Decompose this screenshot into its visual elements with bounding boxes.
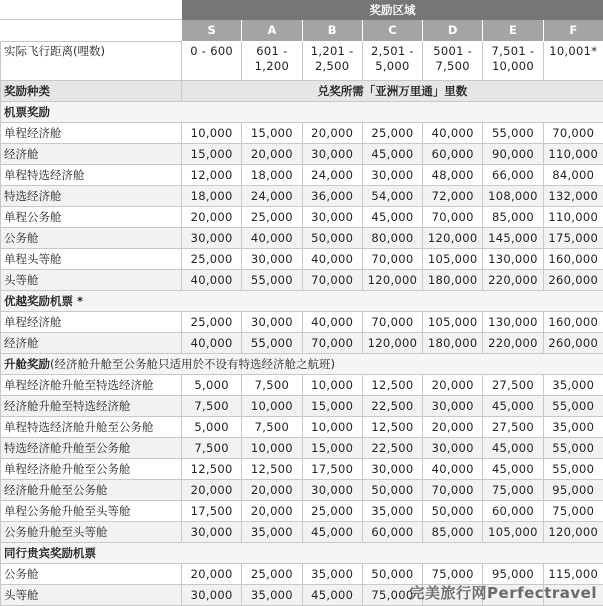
miles-cell: 35,000 xyxy=(543,375,603,396)
miles-cell: 30,000 xyxy=(302,480,362,501)
miles-cell: 75,000 xyxy=(423,564,483,585)
miles-cell: 30,000 xyxy=(182,585,242,606)
miles-cell: 120,000 xyxy=(362,270,422,291)
miles-cell: 180,000 xyxy=(423,270,483,291)
miles-cell: 45,000 xyxy=(483,459,543,480)
miles-cell: 30,000 xyxy=(423,396,483,417)
miles-cell: 12,500 xyxy=(242,459,302,480)
miles-cell: 40,000 xyxy=(302,249,362,270)
miles-cell: 85,000 xyxy=(483,207,543,228)
award-row-label: 单程经济舱 xyxy=(1,312,182,333)
award-row-label: 单程公务舱升舱至头等舱 xyxy=(1,501,182,522)
blank-corner xyxy=(1,1,182,20)
miles-cell: 40,000 xyxy=(242,228,302,249)
section-header-row xyxy=(1,102,603,123)
miles-cell: 35,000 xyxy=(543,417,603,438)
miles-cell: 180,000 xyxy=(423,333,483,354)
miles-cell: 130,000 xyxy=(483,249,543,270)
miles-cell: 105,000 xyxy=(423,249,483,270)
miles-cell: 20,000 xyxy=(182,207,242,228)
miles-cell: 25,000 xyxy=(182,312,242,333)
miles-cell: 48,000 xyxy=(423,165,483,186)
miles-cell: 45,000 xyxy=(302,522,362,543)
miles-cell: 95,000 xyxy=(543,480,603,501)
miles-cell: 55,000 xyxy=(543,459,603,480)
miles-cell: 75,000 xyxy=(483,480,543,501)
miles-cell: 55,000 xyxy=(543,438,603,459)
miles-cell: 60,000 xyxy=(483,501,543,522)
miles-cell: 45,000 xyxy=(362,144,422,165)
miles-cell: 12,000 xyxy=(182,165,242,186)
award-type-label: 奖励种类 xyxy=(1,81,182,102)
miles-cell: 25,000 xyxy=(362,123,422,144)
miles-cell: 12,500 xyxy=(362,417,422,438)
miles-cell: 120,000 xyxy=(362,333,422,354)
miles-cell: 50,000 xyxy=(302,228,362,249)
miles-cell: 55,000 xyxy=(543,396,603,417)
award-row-label: 单程经济舱升舱至特选经济舱 xyxy=(1,375,182,396)
miles-cell: 115,000 xyxy=(543,564,603,585)
distance-row xyxy=(1,42,603,81)
award-row xyxy=(1,144,603,165)
miles-cell: 220,000 xyxy=(483,333,543,354)
miles-cell: 36,000 xyxy=(302,186,362,207)
miles-cell: 18,000 xyxy=(242,165,302,186)
award-row xyxy=(1,333,603,354)
award-row xyxy=(1,207,603,228)
miles-cell: 20,000 xyxy=(423,417,483,438)
miles-cell: 35,000 xyxy=(302,564,362,585)
miles-cell: 84,000 xyxy=(543,165,603,186)
miles-cell: 24,000 xyxy=(302,165,362,186)
miles-cell: 72,000 xyxy=(423,186,483,207)
award-row-label: 特选经济舱 xyxy=(1,186,182,207)
miles-cell: 85,000 xyxy=(423,522,483,543)
award-row-label: 经济舱 xyxy=(1,144,182,165)
zone-letters-row xyxy=(1,20,603,42)
miles-cell: 10,000 xyxy=(242,438,302,459)
miles-cell: 12,500 xyxy=(362,375,422,396)
section-title-text: 优越奖励机票 * xyxy=(4,294,83,308)
miles-cell: 95,000 xyxy=(483,564,543,585)
miles-cell: 30,000 xyxy=(302,207,362,228)
section-title xyxy=(1,543,603,564)
miles-cell: 30,000 xyxy=(182,522,242,543)
miles-cell: 40,000 xyxy=(423,123,483,144)
miles-cell: 40,000 xyxy=(423,459,483,480)
miles-cell: 50,000 xyxy=(362,564,422,585)
distance-range: 0 - 600 xyxy=(182,42,242,81)
miles-cell: 45,000 xyxy=(483,438,543,459)
miles-cell: 120,000 xyxy=(543,522,603,543)
miles-cell: 20,000 xyxy=(423,375,483,396)
miles-cell: 30,000 xyxy=(242,312,302,333)
miles-cell: 55,000 xyxy=(242,270,302,291)
award-row-label: 头等舱 xyxy=(1,585,182,606)
miles-cell: 175,000 xyxy=(543,228,603,249)
miles-cell: 130,000 xyxy=(483,312,543,333)
miles-cell: 55,000 xyxy=(483,123,543,144)
miles-cell: 45,000 xyxy=(302,585,362,606)
miles-cell: 20,000 xyxy=(182,564,242,585)
miles-cell: 260,000 xyxy=(543,333,603,354)
section-header-row xyxy=(1,354,603,375)
miles-cell: 75,000 xyxy=(543,501,603,522)
miles-cell: 15,000 xyxy=(302,438,362,459)
award-row-label: 单程特选经济舱 xyxy=(1,165,182,186)
miles-cell: 40,000 xyxy=(182,270,242,291)
miles-cell: 12,500 xyxy=(182,459,242,480)
blank-corner xyxy=(1,20,182,42)
miles-cell: 55,000 xyxy=(242,333,302,354)
award-row xyxy=(1,186,603,207)
miles-cell: 25,000 xyxy=(242,207,302,228)
miles-cell: 18,000 xyxy=(182,186,242,207)
distance-range: 5001 - 7,500 xyxy=(423,42,483,81)
award-row-label: 单程公务舱 xyxy=(1,207,182,228)
miles-cell: 30,000 xyxy=(302,144,362,165)
miles-cell: 15,000 xyxy=(302,396,362,417)
award-row-label: 经济舱升舱至特选经济舱 xyxy=(1,396,182,417)
zone-header: F xyxy=(543,20,603,42)
section-title xyxy=(1,102,603,123)
miles-cell: 20,000 xyxy=(242,144,302,165)
miles-cell: 10,000 xyxy=(302,375,362,396)
miles-cell: 20,000 xyxy=(302,123,362,144)
award-row-label: 单程经济舱 xyxy=(1,123,182,144)
miles-cell: 90,000 xyxy=(483,144,543,165)
zone-header: B xyxy=(302,20,362,42)
award-row-label: 公务舱升舱至头等舱 xyxy=(1,522,182,543)
award-row-label: 单程特选经济舱升舱至公务舱 xyxy=(1,417,182,438)
award-row-label: 公务舱 xyxy=(1,228,182,249)
miles-cell: 70,000 xyxy=(302,333,362,354)
zone-band-row xyxy=(1,1,603,20)
miles-cell: 30,000 xyxy=(242,249,302,270)
zone-header: D xyxy=(423,20,483,42)
award-row-label: 头等舱 xyxy=(1,270,182,291)
miles-cell: 75,000 xyxy=(362,585,422,606)
miles-cell: 45,000 xyxy=(483,396,543,417)
zone-header: S xyxy=(182,20,242,42)
miles-cell: 40,000 xyxy=(182,333,242,354)
award-row xyxy=(1,501,603,522)
miles-cell: 15,000 xyxy=(182,144,242,165)
miles-cell: 70,000 xyxy=(423,207,483,228)
miles-cell: 110,000 xyxy=(543,207,603,228)
miles-cell: 145,000 xyxy=(483,228,543,249)
miles-cell: 20,000 xyxy=(242,480,302,501)
miles-cell: 17,500 xyxy=(182,501,242,522)
miles-cell: 25,000 xyxy=(182,249,242,270)
miles-cell: 110,000 xyxy=(543,144,603,165)
miles-cell: 45,000 xyxy=(362,207,422,228)
miles-cell: 66,000 xyxy=(483,165,543,186)
award-row xyxy=(1,249,603,270)
miles-cell: 5,000 xyxy=(182,417,242,438)
miles-cell: 105,000 xyxy=(483,522,543,543)
award-chart-body xyxy=(1,1,603,606)
award-row-label: 特选经济舱升舱至公务舱 xyxy=(1,438,182,459)
award-row xyxy=(1,417,603,438)
award-row xyxy=(1,522,603,543)
miles-cell: 10,000 xyxy=(302,417,362,438)
section-title xyxy=(1,291,603,312)
miles-cell: 15,000 xyxy=(242,123,302,144)
award-row xyxy=(1,438,603,459)
miles-cell: 220,000 xyxy=(483,270,543,291)
miles-cell: 70,000 xyxy=(362,249,422,270)
miles-cell: 160,000 xyxy=(543,312,603,333)
award-row xyxy=(1,270,603,291)
section-title-text: 机票奖励 xyxy=(4,105,50,119)
award-row xyxy=(1,480,603,501)
miles-cell: 27,500 xyxy=(483,375,543,396)
zone-header: E xyxy=(483,20,543,42)
award-row-label: 单程经济舱升舱至公务舱 xyxy=(1,459,182,480)
award-row-label: 公务舱 xyxy=(1,564,182,585)
miles-cell: 7,500 xyxy=(242,417,302,438)
section-title-text: 同行贵宾奖励机票 xyxy=(4,546,96,560)
award-row xyxy=(1,228,603,249)
miles-cell: 22,500 xyxy=(362,396,422,417)
miles-cell: 25,000 xyxy=(242,564,302,585)
subheader-row xyxy=(1,81,603,102)
miles-cell: 30,000 xyxy=(423,438,483,459)
miles-cell: 35,000 xyxy=(362,501,422,522)
miles-cell: 30,000 xyxy=(182,228,242,249)
miles-cell: 160,000 xyxy=(543,249,603,270)
miles-cell: 50,000 xyxy=(362,480,422,501)
distance-range: 1,201 - 2,500 xyxy=(302,42,362,81)
miles-cell: 10,000 xyxy=(242,396,302,417)
award-row xyxy=(1,375,603,396)
section-title-text: 升舱奖励 xyxy=(4,357,50,371)
section-header-row xyxy=(1,291,603,312)
miles-cell: 60,000 xyxy=(362,522,422,543)
miles-cell: 30,000 xyxy=(362,165,422,186)
zone-title: 奖励区域 xyxy=(182,1,603,20)
miles-cell: 50,000 xyxy=(423,501,483,522)
miles-cell: 5,000 xyxy=(182,375,242,396)
miles-required-label: 兑奖所需「亚洲万里通」里数 xyxy=(182,81,603,102)
distance-range: 601 - 1,200 xyxy=(242,42,302,81)
miles-cell: 70,000 xyxy=(362,312,422,333)
miles-cell: 10,000 xyxy=(182,123,242,144)
award-row-label: 经济舱 xyxy=(1,333,182,354)
miles-cell: 70,000 xyxy=(423,480,483,501)
miles-cell: 105,000 xyxy=(423,312,483,333)
section-note: (经济舱升舱至公务舱只适用於不设有特选经济舱之航班) xyxy=(50,357,335,371)
award-row xyxy=(1,312,603,333)
miles-cell: 70,000 xyxy=(543,123,603,144)
miles-cell: 30,000 xyxy=(362,459,422,480)
miles-cell: 27,500 xyxy=(483,417,543,438)
award-row xyxy=(1,459,603,480)
award-row xyxy=(1,123,603,144)
award-row xyxy=(1,396,603,417)
miles-cell: 24,000 xyxy=(242,186,302,207)
section-title xyxy=(1,354,603,375)
miles-cell: 260,000 xyxy=(543,270,603,291)
miles-cell: 54,000 xyxy=(362,186,422,207)
award-row-label: 经济舱升舱至公务舱 xyxy=(1,480,182,501)
miles-cell: 40,000 xyxy=(302,312,362,333)
miles-cell: 17,500 xyxy=(302,459,362,480)
distance-range: 2,501 - 5,000 xyxy=(362,42,422,81)
distance-range: 10,001* xyxy=(543,42,603,81)
miles-cell: 132,000 xyxy=(543,186,603,207)
zone-header: C xyxy=(362,20,422,42)
watermark: 完美旅行网Perfectravel xyxy=(410,582,597,603)
miles-cell: 35,000 xyxy=(242,585,302,606)
miles-cell: 120,000 xyxy=(423,228,483,249)
zone-header: A xyxy=(242,20,302,42)
miles-cell: 60,000 xyxy=(423,144,483,165)
miles-cell: 80,000 xyxy=(362,228,422,249)
award-row xyxy=(1,165,603,186)
miles-cell: 7,500 xyxy=(242,375,302,396)
miles-cell: 70,000 xyxy=(302,270,362,291)
miles-cell: 20,000 xyxy=(182,480,242,501)
section-header-row xyxy=(1,543,603,564)
miles-cell: 108,000 xyxy=(483,186,543,207)
miles-cell: 20,000 xyxy=(242,501,302,522)
miles-cell: 35,000 xyxy=(242,522,302,543)
miles-cell: 7,500 xyxy=(182,438,242,459)
miles-cell: 7,500 xyxy=(182,396,242,417)
miles-cell: 22,500 xyxy=(362,438,422,459)
award-row-label: 单程头等舱 xyxy=(1,249,182,270)
miles-cell: 25,000 xyxy=(302,501,362,522)
distance-range: 7,501 - 10,000 xyxy=(483,42,543,81)
distance-label: 实际飞行距离(哩数) xyxy=(1,42,182,81)
